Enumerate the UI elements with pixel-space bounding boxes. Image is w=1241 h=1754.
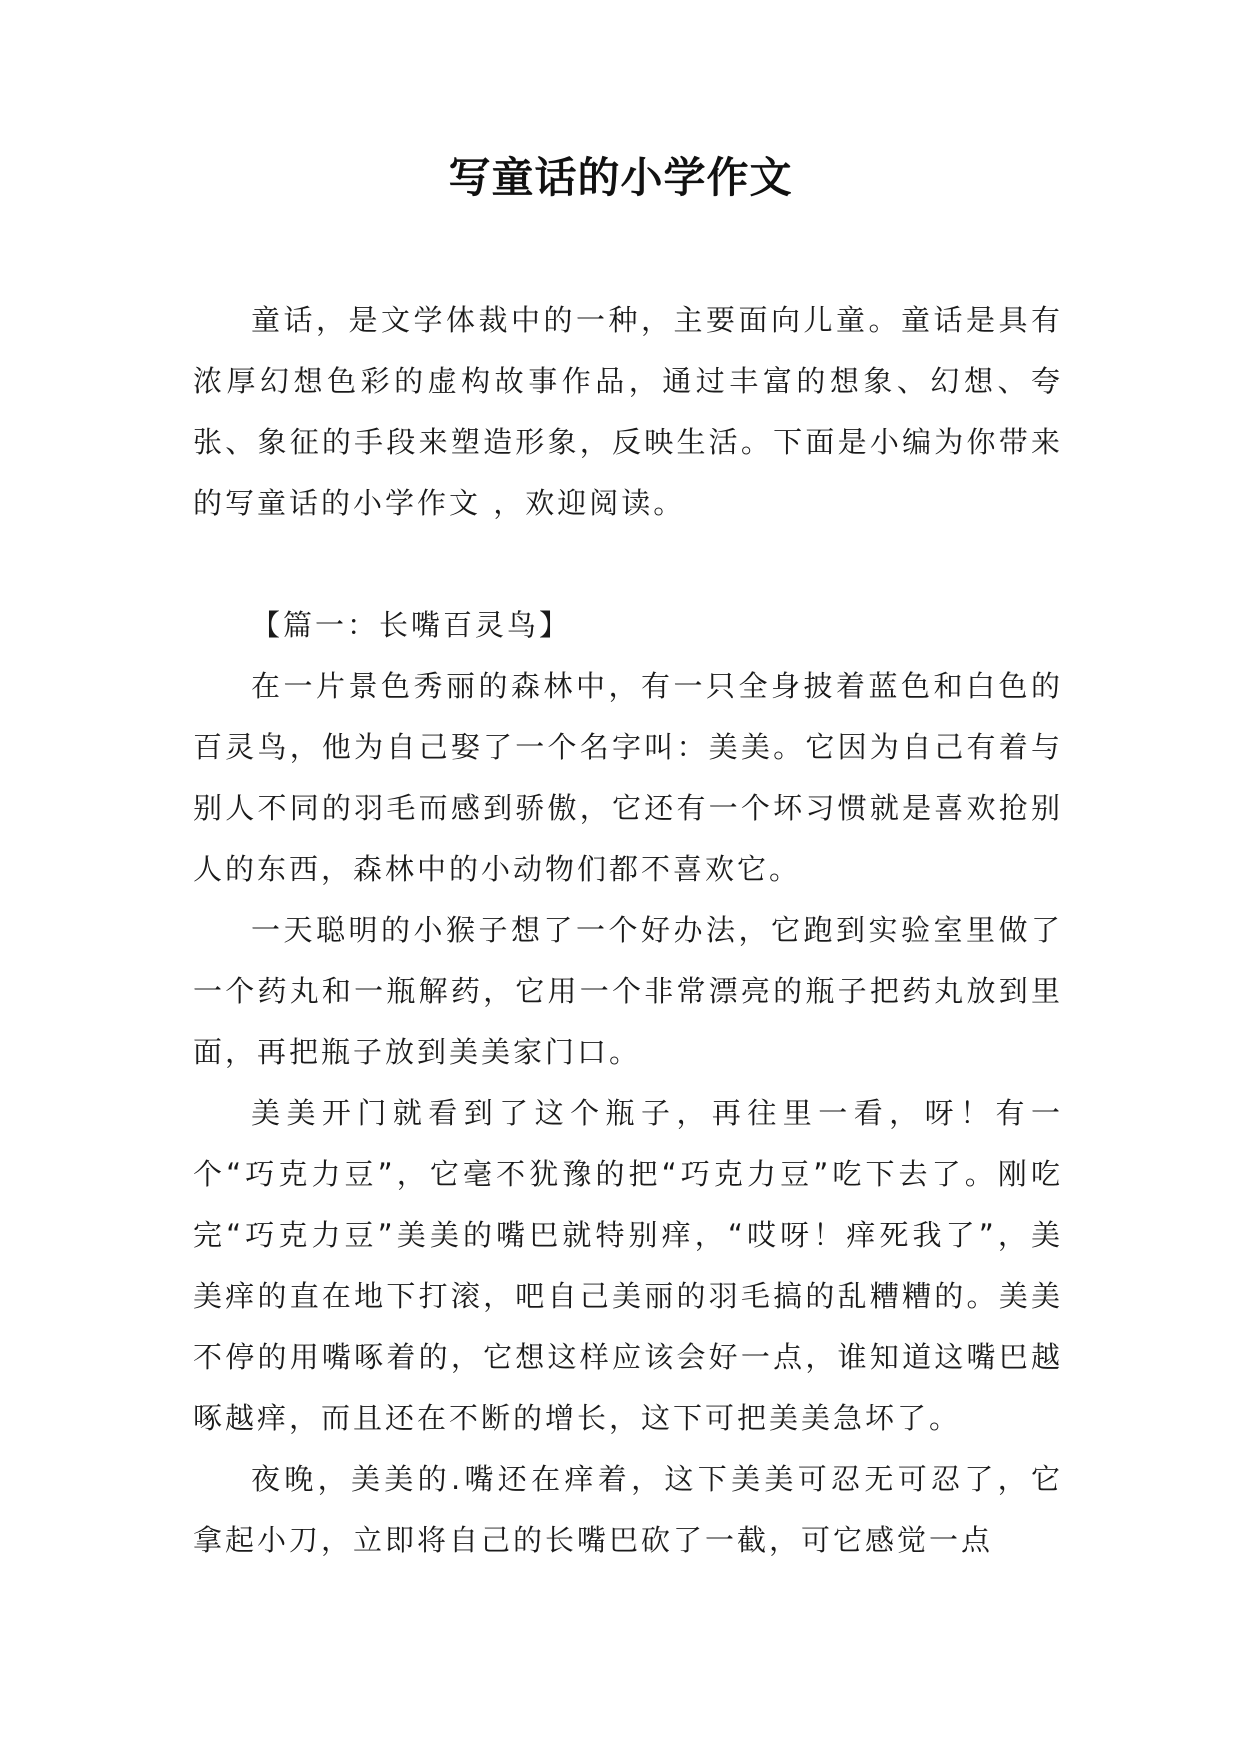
- body-paragraph: 夜晚，美美的.嘴还在痒着，这下美美可忍无可忍了，它拿起小刀，立即将自己的长嘴巴砍了一截，可它感觉一点: [193, 1462, 1063, 1557]
- body-paragraph: 一天聪明的小猴子想了一个好办法，它跑到实验室里做了一个药丸和一瓶解药，它用一个非常漂亮的瓶子把药丸放到里面，再把瓶子放到美美家门口。: [193, 913, 1063, 1069]
- document-body: [193, 290, 1063, 1571]
- body-paragraph: 美美开门就看到了这个瓶子，再往里一看，呀！有一个“巧克力豆”，它毫不犹豫的把“巧克力豆”吃下去了。刚吃完“巧克力豆”美美的嘴巴就特别痒，“哎呀！痒死我了”，美美痒的直在地下打滚，吧自己美丽的羽毛搞的乱糟糟的。美美不停的用嘴啄着的，它想这样应该会好一点，谁知道这嘴巴越啄越痒，而且还在不断的增长，这下可把美美急坏了。: [193, 1096, 1063, 1435]
- document-title: 写童话的小学作文: [448, 153, 793, 202]
- section-heading: 【篇一：长嘴百灵鸟】: [251, 608, 572, 642]
- intro-paragraph: 童话，是文学体裁中的一种，主要面向儿童。童话是具有浓厚幻想色彩的虚构故事作品，通过丰富的想象、幻想、夸张、象征的手段来塑造形象，反映生活。下面是小编为你带来的写童话的小学作文 ，欢迎阅读。: [193, 303, 1063, 520]
- body-paragraph: 在一片景色秀丽的森林中，有一只全身披着蓝色和白色的百灵鸟，他为自己娶了一个名字叫：美美。它因为自己有着与别人不同的羽毛而感到骄傲，它还有一个坏习惯就是喜欢抢别人的东西，森林中的小动物们都不喜欢它。: [193, 669, 1063, 886]
